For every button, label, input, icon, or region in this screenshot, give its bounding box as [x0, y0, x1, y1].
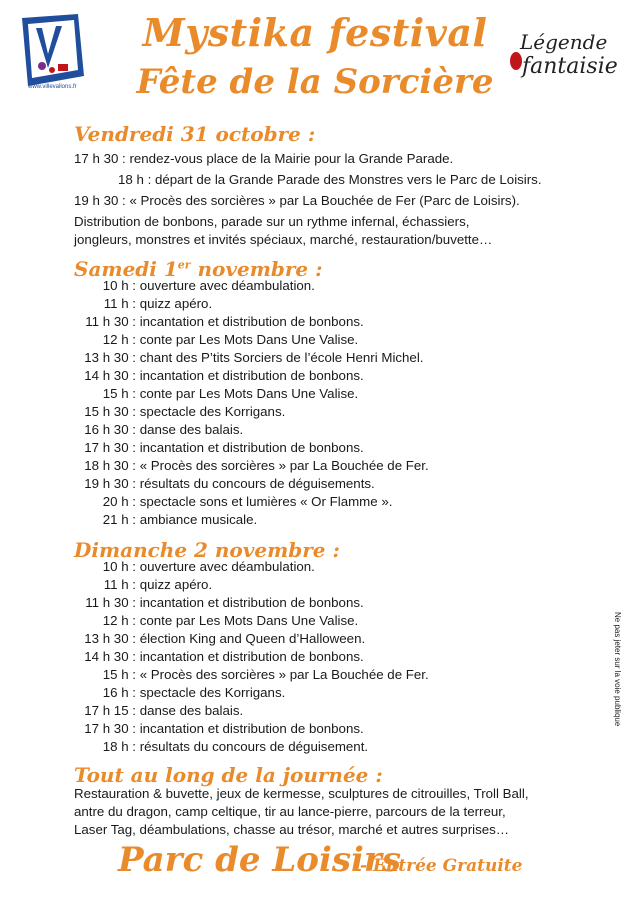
schedule-row	[74, 349, 423, 367]
event-text: incantation et distribution de bonbons.	[136, 595, 364, 610]
time-label: 16 h 30 :	[84, 422, 136, 437]
schedule-row	[74, 277, 315, 295]
schedule-row	[74, 403, 285, 421]
schedule-row	[74, 192, 520, 210]
event-text: résultats du concours de déguisements.	[136, 476, 375, 491]
schedule-row	[74, 439, 364, 457]
friday-title: Vendredi 31 octobre :	[74, 122, 316, 146]
schedule-row	[74, 457, 429, 475]
event-text: élection King and Queen d’Halloween.	[136, 631, 366, 646]
side-note: Ne pas jeter sur la voie publique	[613, 612, 622, 727]
event-text: danse des balais.	[136, 703, 244, 718]
schedule-row	[74, 421, 243, 439]
event-text: incantation et distribution de bonbons.	[136, 368, 364, 383]
allday-line3: Laser Tag, déambulations, chasse au trésor, marché et autres surprises…	[74, 822, 510, 837]
friday-note-line1: Distribution de bonbons, parade sur un rythme infernal, échassiers,	[74, 214, 470, 229]
logo-caption: www.villevallons.fr	[28, 84, 77, 90]
schedule-row	[74, 295, 212, 313]
schedule-row	[74, 720, 364, 738]
allday-title: Tout au long de la journée :	[74, 763, 383, 787]
schedule-row	[74, 558, 315, 576]
event-text: ouverture avec déambulation.	[136, 559, 315, 574]
time-label: 11 h :	[103, 577, 136, 592]
saturday-title-sup: er	[177, 258, 191, 272]
time-label: 17 h 30 :	[74, 151, 126, 166]
event-text: danse des balais.	[136, 422, 244, 437]
time-label: 11 h :	[103, 296, 136, 311]
event-text: incantation et distribution de bonbons.	[136, 440, 364, 455]
time-label: 10 h :	[102, 559, 136, 574]
time-label: 13 h 30 :	[84, 631, 136, 646]
event-text: « Procès des sorcières » par La Bouchée de Fer (Parc de Loisirs).	[125, 193, 520, 208]
event-text: incantation et distribution de bonbons.	[136, 721, 364, 736]
event-text: incantation et distribution de bonbons.	[136, 649, 364, 664]
time-label: 13 h 30 :	[84, 350, 136, 365]
schedule-row	[74, 385, 358, 403]
time-label: 21 h :	[102, 512, 136, 527]
time-label: 20 h :	[102, 494, 136, 509]
schedule-row	[74, 702, 243, 720]
event-text: rendez-vous place de la Mairie pour la Grande Parade.	[125, 151, 454, 166]
event-text: ambiance musicale.	[136, 512, 258, 527]
time-label: 19 h 30 :	[84, 476, 136, 491]
legende-fantaisie-logo	[508, 30, 626, 86]
schedule-row	[74, 666, 429, 684]
time-label: 14 h 30 :	[84, 649, 136, 664]
schedule-row	[74, 331, 358, 349]
schedule-row	[74, 738, 368, 756]
time-label: 12 h :	[102, 613, 136, 628]
schedule-row	[74, 630, 365, 648]
event-text: chant des P’tits Sorciers de l’école Henri Michel.	[136, 350, 424, 365]
festival-subtitle: Fête de la Sorcière	[136, 62, 494, 102]
entry-info: - Entrée Gratuite	[360, 856, 523, 876]
time-label: 11 h 30 :	[85, 314, 136, 329]
schedule-row	[74, 612, 358, 630]
allday-line1: Restauration & buvette, jeux de kermesse, sculptures de citrouilles, Troll Ball,	[74, 786, 529, 801]
allday-line2: antre du dragon, camp celtique, tir au lance-pierre, parcours de la terreur,	[74, 804, 506, 819]
time-label: 10 h :	[102, 278, 136, 293]
schedule-row	[74, 684, 285, 702]
schedule-row	[74, 367, 364, 385]
time-label: 17 h 30 :	[84, 721, 136, 736]
time-label: 17 h 15 :	[84, 703, 136, 718]
time-label: 12 h :	[102, 332, 136, 347]
schedule-row	[74, 313, 364, 331]
event-text: conte par Les Mots Dans Une Valise.	[136, 613, 359, 628]
friday-note-line2: jongleurs, monstres et invités spéciaux, marché, restauration/buvette…	[74, 232, 493, 247]
logo-right-line2: fantaisie	[522, 54, 618, 79]
time-label: 17 h 30 :	[84, 440, 136, 455]
event-text: spectacle des Korrigans.	[136, 685, 286, 700]
festival-title: Mystika festival	[142, 10, 488, 55]
schedule-row	[74, 475, 375, 493]
time-label: 18 h :	[118, 172, 152, 187]
event-text: incantation et distribution de bonbons.	[136, 314, 364, 329]
town-logo	[18, 14, 88, 94]
schedule-row	[74, 150, 453, 168]
event-text: quizz apéro.	[136, 577, 213, 592]
schedule-row	[74, 576, 212, 594]
saturday-title-suffix: novembre :	[190, 257, 323, 281]
time-label: 19 h 30 :	[74, 193, 126, 208]
event-text: conte par Les Mots Dans Une Valise.	[136, 386, 359, 401]
time-label: 15 h :	[102, 386, 136, 401]
time-label: 11 h 30 :	[85, 595, 136, 610]
time-label: 18 h :	[102, 739, 136, 754]
event-text: départ de la Grande Parade des Monstres vers le Parc de Loisirs.	[151, 172, 542, 187]
logo-right-line1: Légende	[520, 30, 608, 54]
time-label: 18 h 30 :	[84, 458, 136, 473]
time-label: 15 h 30 :	[84, 404, 136, 419]
red-drop-icon	[510, 52, 522, 70]
time-label: 15 h :	[102, 667, 136, 682]
event-text: « Procès des sorcières » par La Bouchée de Fer.	[136, 667, 429, 682]
event-text: quizz apéro.	[136, 296, 213, 311]
event-text: résultats du concours de déguisement.	[136, 739, 369, 754]
event-text: conte par Les Mots Dans Une Valise.	[136, 332, 359, 347]
schedule-row	[118, 171, 542, 189]
event-text: spectacle des Korrigans.	[136, 404, 286, 419]
schedule-row	[74, 493, 392, 511]
time-label: 14 h 30 :	[84, 368, 136, 383]
schedule-row	[74, 594, 364, 612]
sunday-title: Dimanche 2 novembre :	[74, 538, 340, 562]
schedule-row	[74, 511, 257, 529]
saturday-title-prefix: Samedi 1	[74, 257, 178, 281]
event-text: « Procès des sorcières » par La Bouchée de Fer.	[136, 458, 429, 473]
event-text: spectacle sons et lumières « Or Flamme ».	[136, 494, 393, 509]
time-label: 16 h :	[102, 685, 136, 700]
schedule-row	[74, 648, 364, 666]
venue-name: Parc de Loisirs	[118, 840, 401, 880]
event-text: ouverture avec déambulation.	[136, 278, 315, 293]
